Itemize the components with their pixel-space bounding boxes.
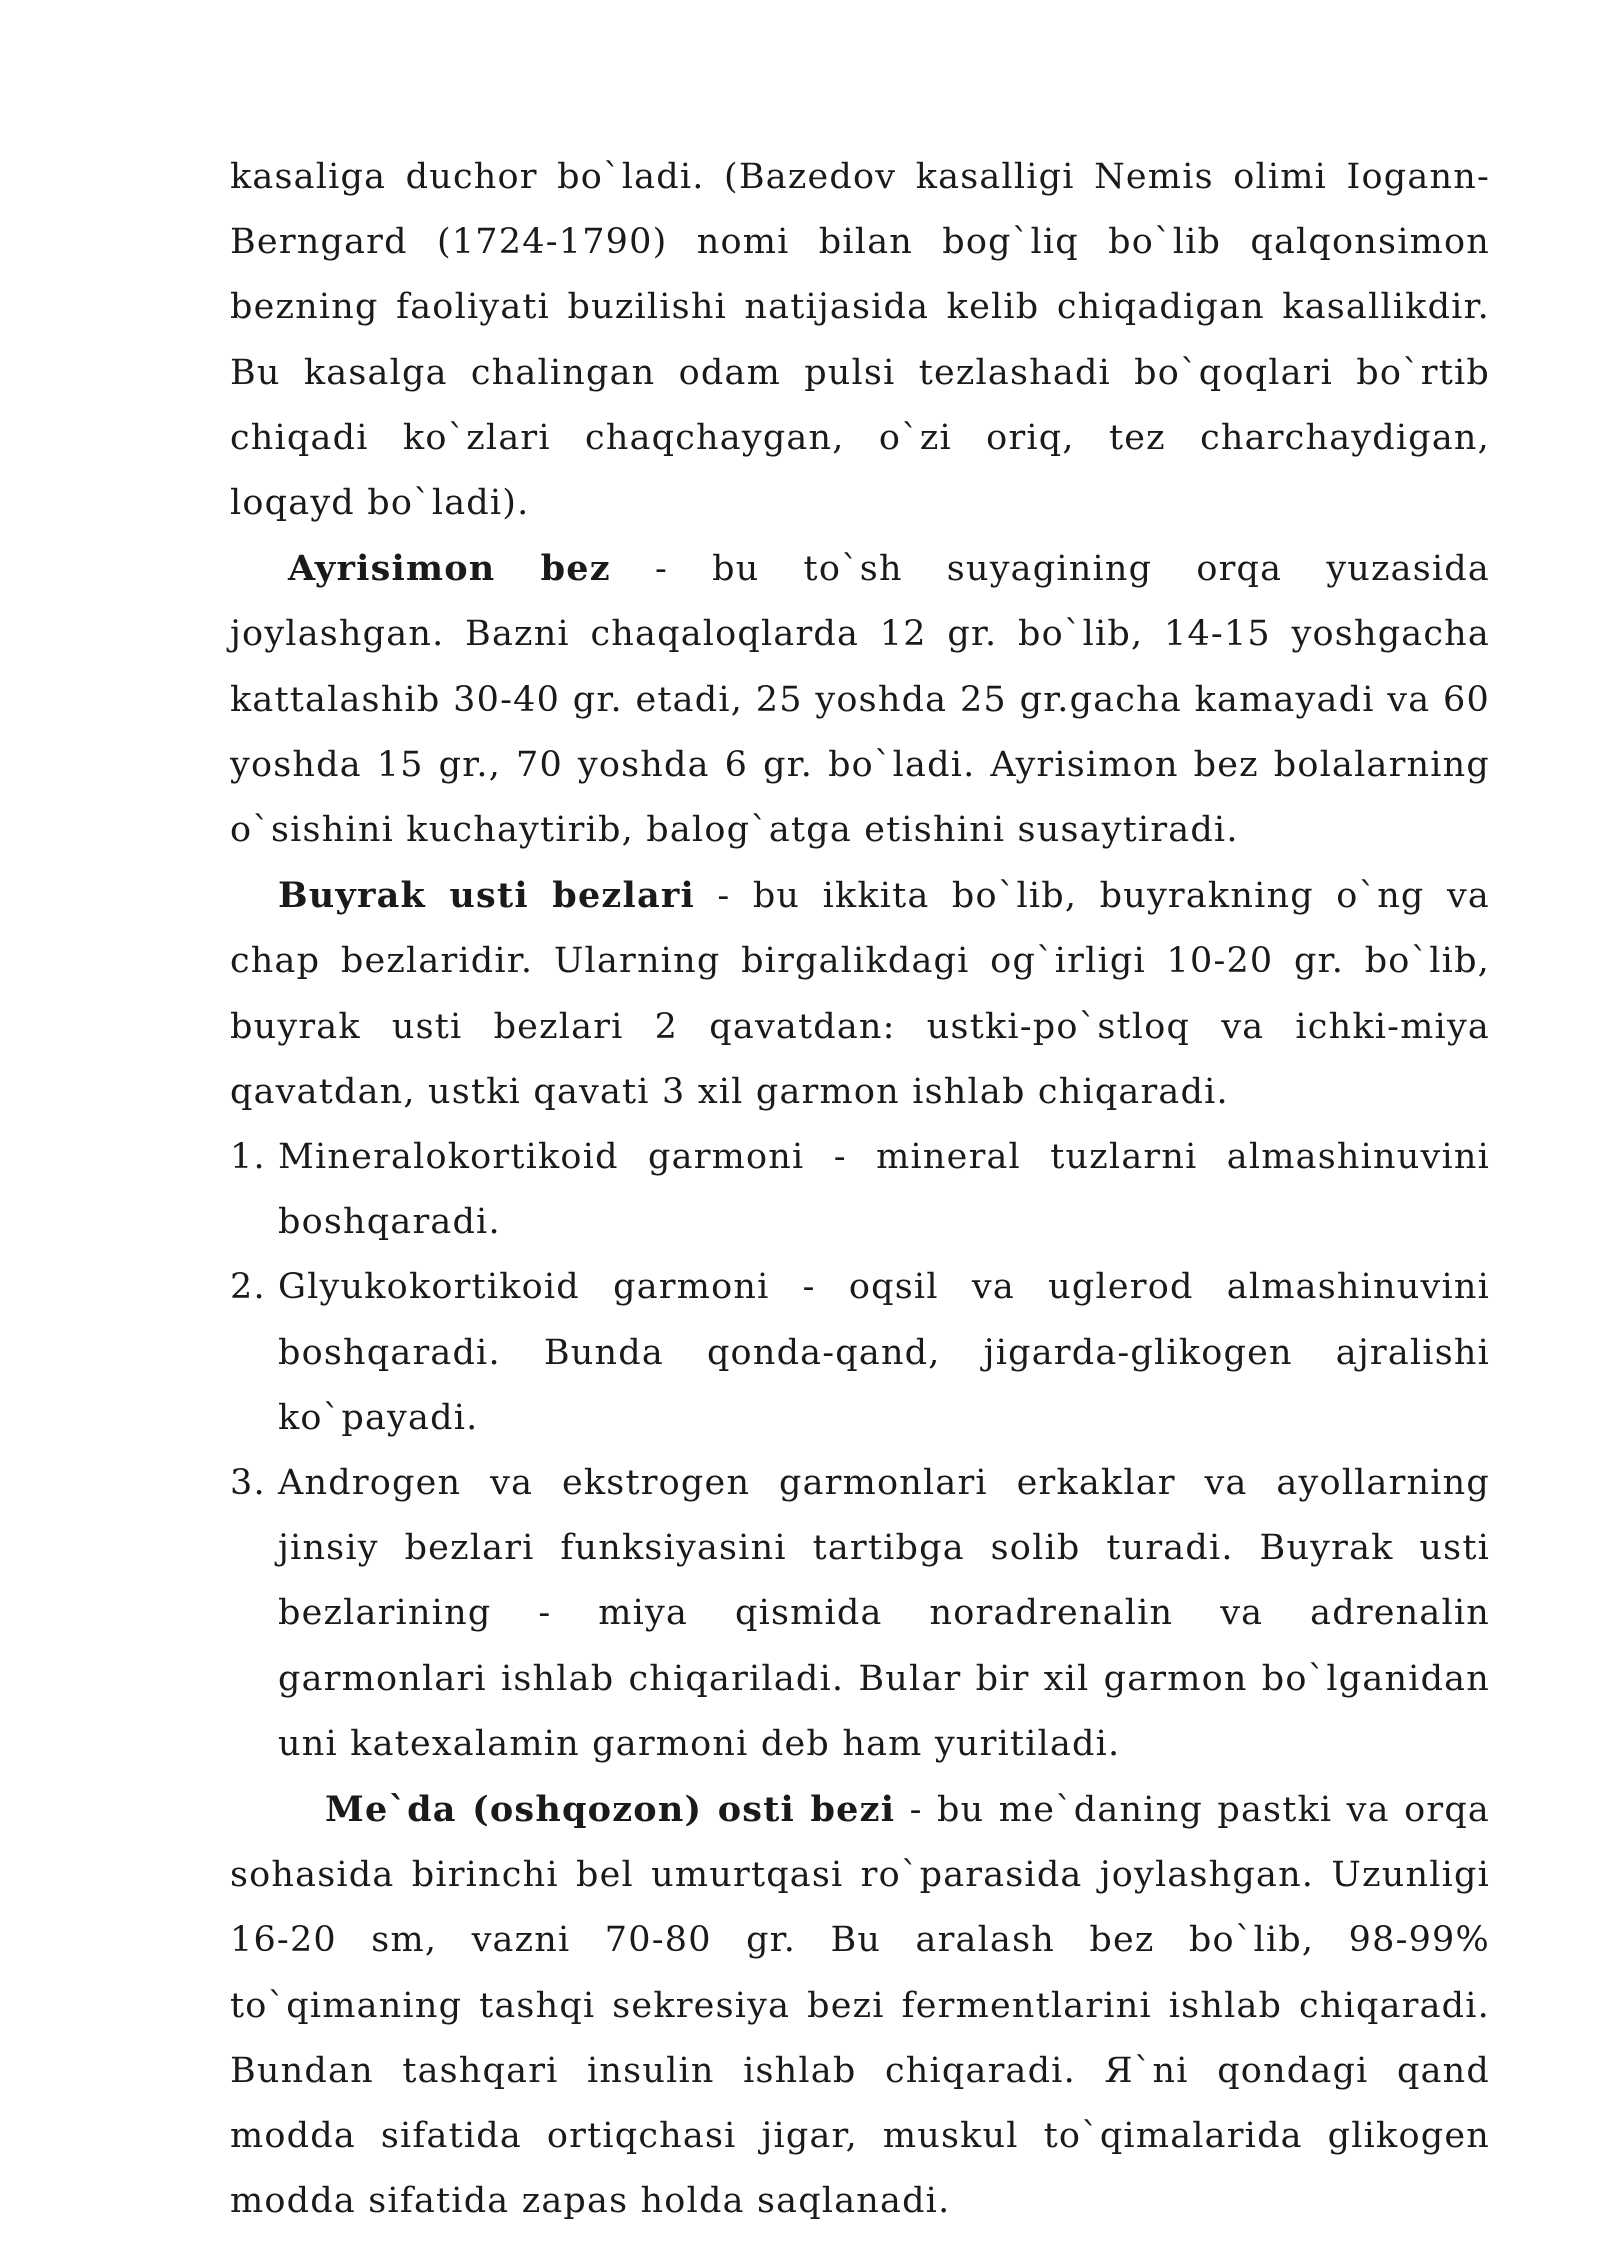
term-buyrak-usti-bezlari: Buyrak usti bezlari (278, 875, 695, 917)
term-ayrisimon-bez: Ayrisimon bez (288, 548, 611, 590)
hormone-list (230, 1125, 1490, 1777)
list-item (230, 1451, 1490, 1777)
list-item-text: Glyukokortikoid garmoni - oqsil va uglerod almashinuvini boshqaradi. Bunda qonda-qand, jigarda-glikogen ajralishi ko`payadi. (278, 1267, 1490, 1438)
list-item-text: Mineralokortikoid garmoni - mineral tuzlarni almashinuvini boshqaradi. (278, 1137, 1490, 1243)
list-item (230, 1125, 1490, 1255)
paragraph-ayrisimon-bez (230, 536, 1490, 863)
paragraph-buyrak-usti-bezlari (230, 863, 1490, 1125)
document-body (230, 145, 1490, 2235)
list-item-number: 2. (230, 1267, 266, 1308)
list-item-number: 1. (230, 1137, 266, 1178)
list-item (230, 1255, 1490, 1451)
paragraph-meda-text: - bu me`daning pastki va orqa sohasida birinchi bel umurtqasi ro`parasida joylashgan. Uzunligi 16-20 sm, vazni 70-80 gr. Bu aralash bez bo`lib, 98-99% to`qimaning tashqi sekresiya bezi fermentlarini ishlab chiqaradi. Bundan tashqari insulin ishlab chiqaradi. Я`ni qondagi qand modda sifatida ortiqchasi jigar, muskul to`qimalarida glikogen modda sifatida zapas holda saqlanadi. (230, 1790, 1490, 2222)
paragraph-ayrisimon-text: - bu to`sh suyagining orqa yuzasida joylashgan. Bazni chaqaloqlarda 12 gr. bo`lib, 14-15 yoshgacha kattalashib 30-40 gr. etadi, 25 yoshda 25 gr.gacha kamayadi va 60 yoshda 15 gr., 70 yoshda 6 gr. bo`ladi. Ayrisimon bez bolalarning o`sishini kuchaytirib, balog`atga etishini susaytiradi. (230, 549, 1490, 851)
paragraph-meda-osti-bezi (230, 1777, 1490, 2234)
term-meda-osti-bezi: Me`da (oshqozon) osti bezi (325, 1789, 896, 1831)
list-item-number: 3. (230, 1463, 266, 1504)
paragraph-bazedov: kasaliga duchor bo`ladi. (Bazedov kasalligi Nemis olimi Iogann-Berngard (1724-1790) nomi bilan bog`liq bo`lib qalqonsimon bezning faoliyati buzilishi natijasida kelib chiqadigan kasallikdir. Bu kasalga chalingan odam pulsi tezlashadi bo`qoqlari bo`rtib chiqadi ko`zlari chaqchaygan, o`zi oriq, tez charchaydigan, loqayd bo`ladi). (230, 157, 1490, 524)
list-item-text: Androgen va ekstrogen garmonlari erkaklar va ayollarning jinsiy bezlari funksiyasini tartibga solib turadi. Buyrak usti bezlarining - miya qismida noradrenalin va adrenalin garmonlari ishlab chiqariladi. Bular bir xil garmon bo`lganidan uni katexalamin garmoni deb ham yuritiladi. (278, 1463, 1490, 1764)
paragraph-buyrak-text: - bu ikkita bo`lib, buyrakning o`ng va chap bezlaridir. Ularning birgalikdagi og`irligi 10-20 gr. bo`lib, buyrak usti bezlari 2 qavatdan: ustki-po`stloq va ichki-miya qavatdan, ustki qavati 3 xil garmon ishlab chiqaradi. (230, 876, 1490, 1112)
